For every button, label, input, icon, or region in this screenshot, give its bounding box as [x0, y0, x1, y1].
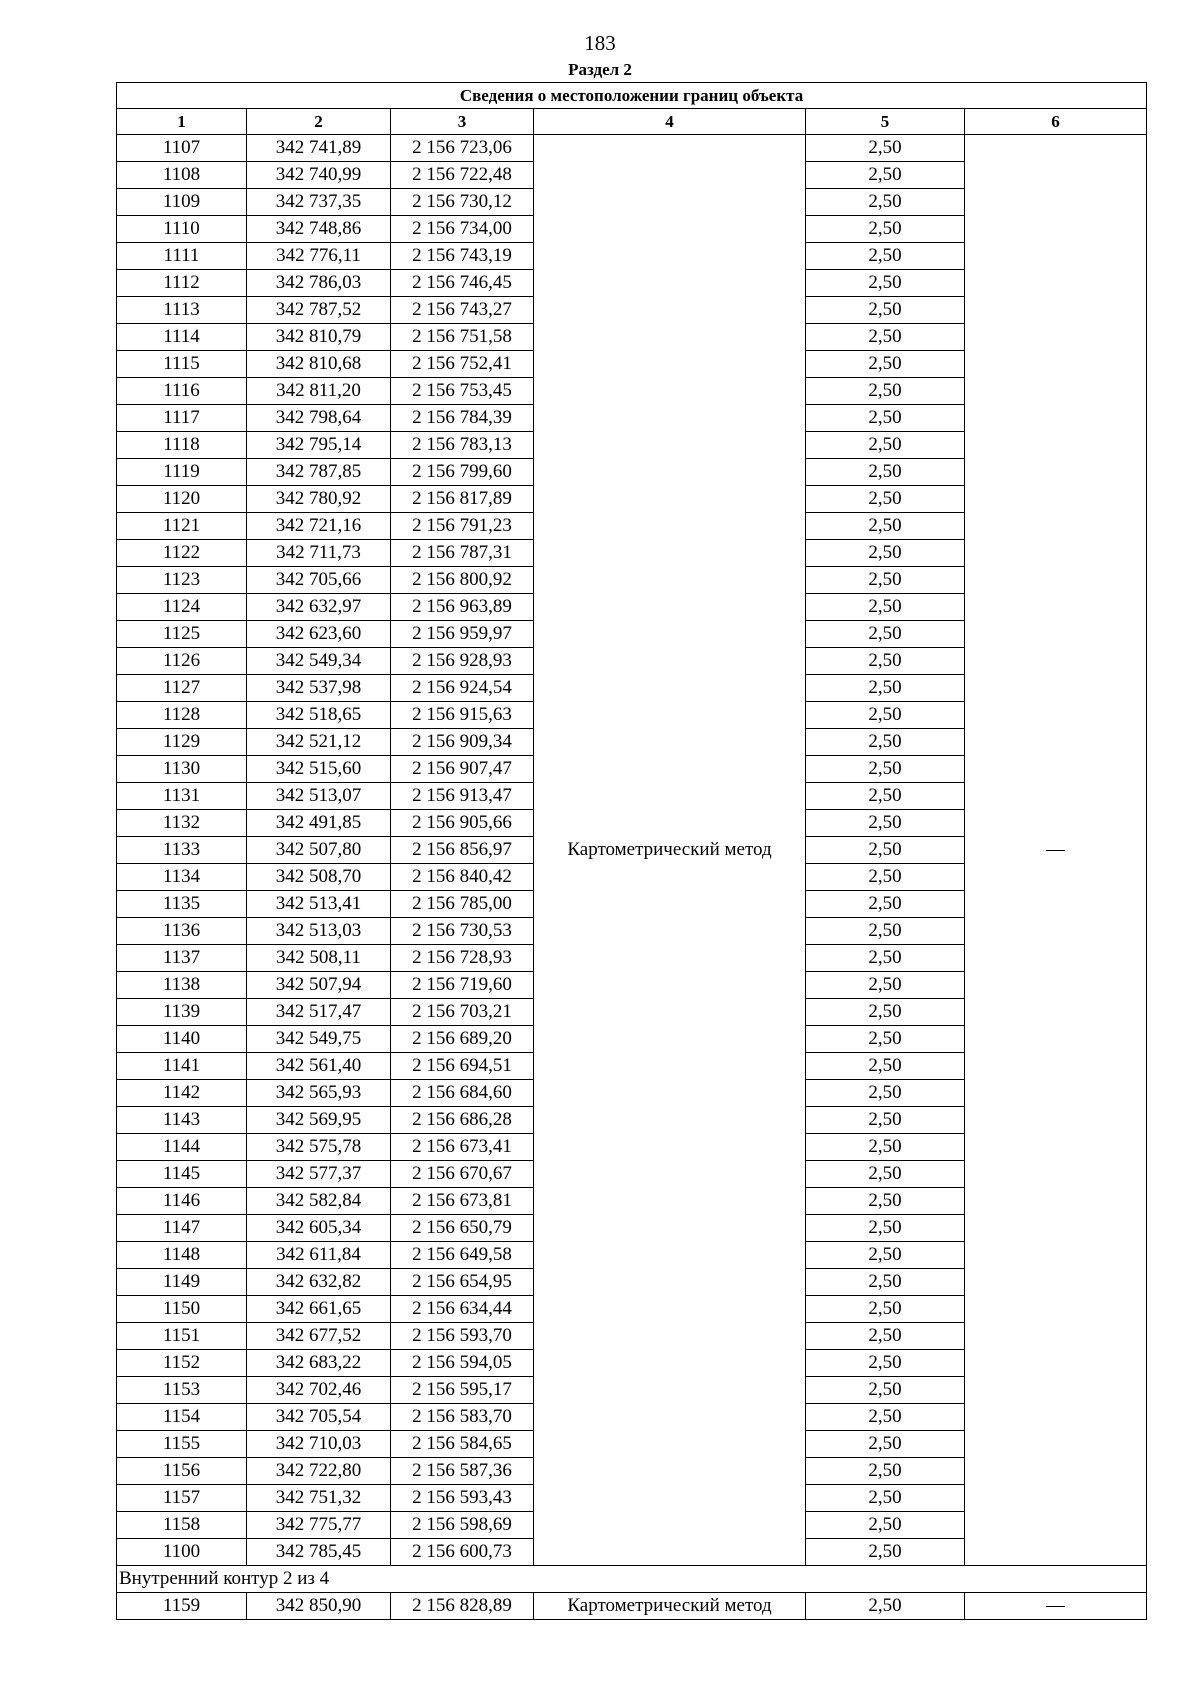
coord-y: 2 156 785,00: [391, 891, 534, 918]
coord-x: 342 565,93: [247, 1080, 391, 1107]
method-cell: Картометрический метод: [534, 135, 806, 1566]
coord-x: 342 705,66: [247, 567, 391, 594]
coord-x: 342 661,65: [247, 1296, 391, 1323]
point-number: 1120: [117, 486, 247, 513]
coord-x: 342 517,47: [247, 999, 391, 1026]
point-number: 1118: [117, 432, 247, 459]
point-number: 1150: [117, 1296, 247, 1323]
coord-y: 2 156 909,34: [391, 729, 534, 756]
point-number: 1112: [117, 270, 247, 297]
point-number: 1139: [117, 999, 247, 1026]
table-row: [117, 135, 1147, 162]
coord-y: 2 156 800,92: [391, 567, 534, 594]
accuracy: 2,50: [806, 1215, 965, 1242]
coord-y: 2 156 689,20: [391, 1026, 534, 1053]
coord-x: 342 722,80: [247, 1458, 391, 1485]
coord-x: 342 737,35: [247, 189, 391, 216]
accuracy: 2,50: [806, 756, 965, 783]
point-number: 1131: [117, 783, 247, 810]
accuracy: 2,50: [806, 324, 965, 351]
coord-x: 342 549,34: [247, 648, 391, 675]
coord-y: 2 156 593,70: [391, 1323, 534, 1350]
accuracy: 2,50: [806, 216, 965, 243]
accuracy: 2,50: [806, 1107, 965, 1134]
accuracy: 2,50: [806, 1431, 965, 1458]
coord-y: 2 156 694,51: [391, 1053, 534, 1080]
coord-x: 342 787,52: [247, 297, 391, 324]
point-number: 1107: [117, 135, 247, 162]
coord-y: 2 156 649,58: [391, 1242, 534, 1269]
coord-x: 342 798,64: [247, 405, 391, 432]
coord-x: 342 775,77: [247, 1512, 391, 1539]
coord-x: 342 705,54: [247, 1404, 391, 1431]
coord-x: 342 787,85: [247, 459, 391, 486]
point-number: 1145: [117, 1161, 247, 1188]
accuracy: 2,50: [806, 621, 965, 648]
coord-x: 342 507,94: [247, 972, 391, 999]
coord-y: 2 156 784,39: [391, 405, 534, 432]
column-header-4: 4: [534, 109, 806, 135]
point-number: 1154: [117, 1404, 247, 1431]
point-number: 1142: [117, 1080, 247, 1107]
coord-x: 342 513,07: [247, 783, 391, 810]
coord-y: 2 156 924,54: [391, 675, 534, 702]
coord-y: 2 156 817,89: [391, 486, 534, 513]
coord-x: 342 632,82: [247, 1269, 391, 1296]
point-number: 1155: [117, 1431, 247, 1458]
coord-y: 2 156 799,60: [391, 459, 534, 486]
coord-y: 2 156 600,73: [391, 1539, 534, 1566]
table-row: [117, 1593, 1147, 1620]
accuracy: 2,50: [806, 135, 965, 162]
accuracy: 2,50: [806, 1404, 965, 1431]
accuracy: 2,50: [806, 1161, 965, 1188]
coord-y: 2 156 686,28: [391, 1107, 534, 1134]
accuracy: 2,50: [806, 945, 965, 972]
coord-x: 342 507,80: [247, 837, 391, 864]
accuracy: 2,50: [806, 837, 965, 864]
coord-y: 2 156 593,43: [391, 1485, 534, 1512]
column-header-2: 2: [247, 109, 391, 135]
accuracy: 2,50: [806, 162, 965, 189]
coord-y: 2 156 728,93: [391, 945, 534, 972]
coord-y: 2 156 587,36: [391, 1458, 534, 1485]
coord-x: 342 623,60: [247, 621, 391, 648]
point-number: 1152: [117, 1350, 247, 1377]
point-number: 1147: [117, 1215, 247, 1242]
coord-x: 342 795,14: [247, 432, 391, 459]
point-number: 1117: [117, 405, 247, 432]
coord-x: 342 521,12: [247, 729, 391, 756]
point-number: 1141: [117, 1053, 247, 1080]
point-number: 1122: [117, 540, 247, 567]
point-number: 1121: [117, 513, 247, 540]
coord-x: 342 508,70: [247, 864, 391, 891]
accuracy: 2,50: [806, 810, 965, 837]
point-number: 1129: [117, 729, 247, 756]
accuracy: 2,50: [806, 1512, 965, 1539]
column-header-row: [117, 109, 1147, 135]
point-number: 1126: [117, 648, 247, 675]
accuracy: 2,50: [806, 999, 965, 1026]
coord-y: 2 156 598,69: [391, 1512, 534, 1539]
accuracy: 2,50: [806, 1134, 965, 1161]
coord-y: 2 156 722,48: [391, 162, 534, 189]
coord-y: 2 156 583,70: [391, 1404, 534, 1431]
point-number: 1148: [117, 1242, 247, 1269]
coord-x: 342 810,79: [247, 324, 391, 351]
point-number: 1151: [117, 1323, 247, 1350]
coord-x: 342 710,03: [247, 1431, 391, 1458]
accuracy: 2,50: [806, 594, 965, 621]
accuracy: 2,50: [806, 1026, 965, 1053]
coord-y: 2 156 734,00: [391, 216, 534, 243]
note-cell: —: [965, 1593, 1147, 1620]
coord-x: 342 513,03: [247, 918, 391, 945]
section-title: Раздел 2: [568, 60, 632, 79]
point-number: 1130: [117, 756, 247, 783]
point-number: 1153: [117, 1377, 247, 1404]
coord-x: 342 702,46: [247, 1377, 391, 1404]
accuracy: 2,50: [806, 567, 965, 594]
accuracy: 2,50: [806, 864, 965, 891]
coord-y: 2 156 594,05: [391, 1350, 534, 1377]
point-number: 1144: [117, 1134, 247, 1161]
point-number: 1108: [117, 162, 247, 189]
coord-y: 2 156 907,47: [391, 756, 534, 783]
coord-y: 2 156 905,66: [391, 810, 534, 837]
point-number: 1113: [117, 297, 247, 324]
accuracy: 2,50: [806, 1269, 965, 1296]
accuracy: 2,50: [806, 1377, 965, 1404]
point-number: 1110: [117, 216, 247, 243]
column-header-5: 5: [806, 109, 965, 135]
coord-y: 2 156 752,41: [391, 351, 534, 378]
accuracy: 2,50: [806, 297, 965, 324]
point-number: 1133: [117, 837, 247, 864]
accuracy: 2,50: [806, 891, 965, 918]
point-number: 1138: [117, 972, 247, 999]
coord-x: 342 569,95: [247, 1107, 391, 1134]
coord-y: 2 156 730,53: [391, 918, 534, 945]
coord-x: 342 785,45: [247, 1539, 391, 1566]
coord-x: 342 561,40: [247, 1053, 391, 1080]
point-number: 1132: [117, 810, 247, 837]
accuracy: 2,50: [806, 378, 965, 405]
accuracy: 2,50: [806, 1080, 965, 1107]
accuracy: 2,50: [806, 729, 965, 756]
coord-x: 342 518,65: [247, 702, 391, 729]
coord-y: 2 156 828,89: [391, 1593, 534, 1620]
column-header-3: 3: [391, 109, 534, 135]
coord-x: 342 810,68: [247, 351, 391, 378]
coord-y: 2 156 751,58: [391, 324, 534, 351]
coord-y: 2 156 719,60: [391, 972, 534, 999]
coord-x: 342 537,98: [247, 675, 391, 702]
accuracy: 2,50: [806, 972, 965, 999]
point-number: 1134: [117, 864, 247, 891]
coord-x: 342 515,60: [247, 756, 391, 783]
point-number: 1156: [117, 1458, 247, 1485]
coord-x: 342 711,73: [247, 540, 391, 567]
point-number: 1111: [117, 243, 247, 270]
contour-row: [117, 1566, 1147, 1593]
coord-y: 2 156 913,47: [391, 783, 534, 810]
coord-y: 2 156 743,27: [391, 297, 534, 324]
coord-x: 342 780,92: [247, 486, 391, 513]
point-number: 1136: [117, 918, 247, 945]
accuracy: 2,50: [806, 405, 965, 432]
accuracy: 2,50: [806, 918, 965, 945]
coord-x: 342 776,11: [247, 243, 391, 270]
page-number: 183: [584, 31, 616, 55]
coord-y: 2 156 723,06: [391, 135, 534, 162]
coord-x: 342 741,89: [247, 135, 391, 162]
point-number: 1159: [117, 1593, 247, 1620]
coord-x: 342 751,32: [247, 1485, 391, 1512]
coord-y: 2 156 915,63: [391, 702, 534, 729]
coord-y: 2 156 595,17: [391, 1377, 534, 1404]
point-number: 1116: [117, 378, 247, 405]
accuracy: 2,50: [806, 243, 965, 270]
coord-x: 342 605,34: [247, 1215, 391, 1242]
point-number: 1135: [117, 891, 247, 918]
coord-x: 342 491,85: [247, 810, 391, 837]
point-number: 1149: [117, 1269, 247, 1296]
point-number: 1109: [117, 189, 247, 216]
coord-y: 2 156 840,42: [391, 864, 534, 891]
coord-y: 2 156 684,60: [391, 1080, 534, 1107]
column-header-1: 1: [117, 109, 247, 135]
accuracy: 2,50: [806, 1539, 965, 1566]
point-number: 1143: [117, 1107, 247, 1134]
accuracy: 2,50: [806, 540, 965, 567]
coord-x: 342 748,86: [247, 216, 391, 243]
coord-y: 2 156 673,41: [391, 1134, 534, 1161]
accuracy: 2,50: [806, 432, 965, 459]
accuracy: 2,50: [806, 1188, 965, 1215]
accuracy: 2,50: [806, 1242, 965, 1269]
coord-x: 342 850,90: [247, 1593, 391, 1620]
point-number: 1137: [117, 945, 247, 972]
coord-x: 342 513,41: [247, 891, 391, 918]
note-cell: —: [965, 135, 1147, 1566]
coord-y: 2 156 730,12: [391, 189, 534, 216]
coord-y: 2 156 650,79: [391, 1215, 534, 1242]
column-header-6: 6: [965, 109, 1147, 135]
point-number: 1114: [117, 324, 247, 351]
accuracy: 2,50: [806, 1458, 965, 1485]
coord-x: 342 632,97: [247, 594, 391, 621]
accuracy: 2,50: [806, 1323, 965, 1350]
coord-y: 2 156 963,89: [391, 594, 534, 621]
point-number: 1115: [117, 351, 247, 378]
boundaries-table: [116, 82, 1147, 1620]
accuracy: 2,50: [806, 783, 965, 810]
coord-y: 2 156 791,23: [391, 513, 534, 540]
table-body: [117, 135, 1147, 1620]
point-number: 1146: [117, 1188, 247, 1215]
coord-x: 342 740,99: [247, 162, 391, 189]
accuracy: 2,50: [806, 270, 965, 297]
accuracy: 2,50: [806, 1350, 965, 1377]
coord-x: 342 575,78: [247, 1134, 391, 1161]
coord-x: 342 677,52: [247, 1323, 391, 1350]
coord-y: 2 156 783,13: [391, 432, 534, 459]
coord-x: 342 508,11: [247, 945, 391, 972]
accuracy: 2,50: [806, 189, 965, 216]
coord-y: 2 156 703,21: [391, 999, 534, 1026]
point-number: 1128: [117, 702, 247, 729]
coord-y: 2 156 634,44: [391, 1296, 534, 1323]
accuracy: 2,50: [806, 1296, 965, 1323]
table-title: Сведения о местоположении границ объекта: [117, 83, 1147, 109]
accuracy: 2,50: [806, 459, 965, 486]
coord-x: 342 811,20: [247, 378, 391, 405]
method-cell: Картометрический метод: [534, 1593, 806, 1620]
point-number: 1100: [117, 1539, 247, 1566]
coord-y: 2 156 584,65: [391, 1431, 534, 1458]
contour-label: Внутренний контур 2 из 4: [117, 1566, 1147, 1593]
accuracy: 2,50: [806, 1485, 965, 1512]
coord-y: 2 156 746,45: [391, 270, 534, 297]
accuracy: 2,50: [806, 675, 965, 702]
coord-y: 2 156 654,95: [391, 1269, 534, 1296]
accuracy: 2,50: [806, 1593, 965, 1620]
coord-x: 342 577,37: [247, 1161, 391, 1188]
point-number: 1157: [117, 1485, 247, 1512]
accuracy: 2,50: [806, 351, 965, 378]
coord-x: 342 549,75: [247, 1026, 391, 1053]
coord-x: 342 582,84: [247, 1188, 391, 1215]
accuracy: 2,50: [806, 702, 965, 729]
coord-y: 2 156 670,67: [391, 1161, 534, 1188]
point-number: 1127: [117, 675, 247, 702]
coord-y: 2 156 959,97: [391, 621, 534, 648]
accuracy: 2,50: [806, 486, 965, 513]
point-number: 1158: [117, 1512, 247, 1539]
coord-y: 2 156 787,31: [391, 540, 534, 567]
point-number: 1125: [117, 621, 247, 648]
coord-x: 342 721,16: [247, 513, 391, 540]
point-number: 1119: [117, 459, 247, 486]
point-number: 1140: [117, 1026, 247, 1053]
coord-y: 2 156 743,19: [391, 243, 534, 270]
coord-x: 342 683,22: [247, 1350, 391, 1377]
coord-y: 2 156 856,97: [391, 837, 534, 864]
point-number: 1123: [117, 567, 247, 594]
coord-y: 2 156 753,45: [391, 378, 534, 405]
coord-x: 342 786,03: [247, 270, 391, 297]
coord-y: 2 156 928,93: [391, 648, 534, 675]
coord-x: 342 611,84: [247, 1242, 391, 1269]
point-number: 1124: [117, 594, 247, 621]
accuracy: 2,50: [806, 1053, 965, 1080]
accuracy: 2,50: [806, 648, 965, 675]
accuracy: 2,50: [806, 513, 965, 540]
coord-y: 2 156 673,81: [391, 1188, 534, 1215]
